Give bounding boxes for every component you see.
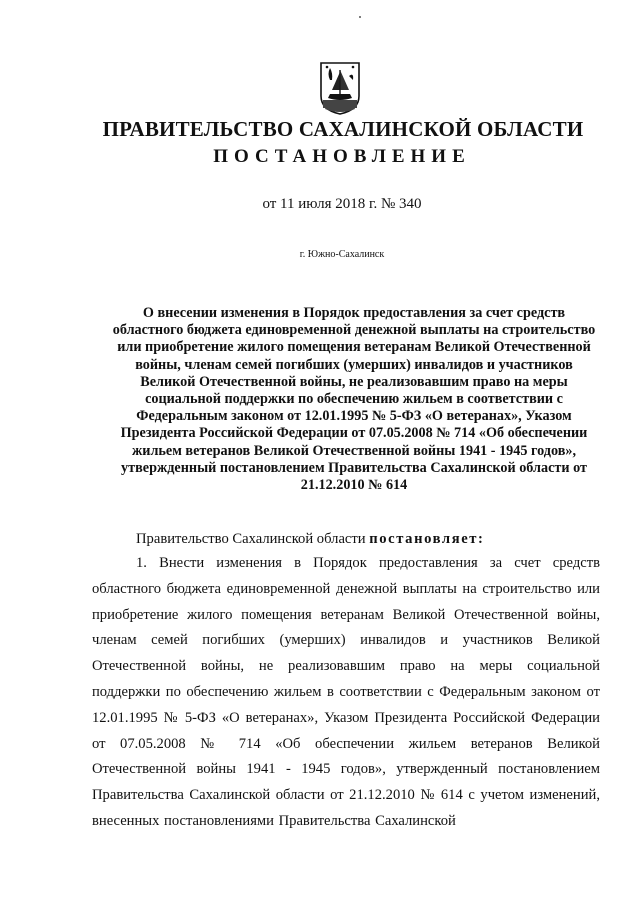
decree-paragraph-1: 1. Внести изменения в Порядок предоставления за счет средств областного бюджета единовременной денежной выплаты на строительство или приобретение жилого помещения ветеранам Великой Отечественной войны, членам семей погибших (умерших) инвалидов и участников Великой Отечественной войны, не реализовавшим право на меры социальной поддержки по обеспечению жильем в соответствии с Федеральным законом от 12.01.1995 № 5-ФЗ «О ветеранах», Указом Президента Российской Федерации от 07.05.2008 № 714 «Об обеспечении жильем ветеранов Великой Отечественной войны 1941 - 1945 годов», утвержденный постановлением Правительства Сахалинской области от 21.12.2010 № 614 с учетом изменений, внесенных постановлениями Правительства Сахалинской <box>92 555 600 829</box>
scan-speck <box>359 16 361 18</box>
document-subject: О внесении изменения в Порядок предоставления за счет средств областного бюджета единовременной денежной выплаты на строительство или приобретение жилого помещения ветеранам Великой Отечественной войны, членам семей погибших (умерших) инвалидов и участников Великой Отечественной войны, не реализовавшим право на меры социальной поддержки по обеспечению жильем в соответствии с Федеральным законом от 12.01.1995 № 5-ФЗ «О ветеранах», Указом Президента Российской Федерации от 07.05.2008 № 714 «Об обеспечении жильем ветеранов Великой Отечественной войны 1941 - 1945 годов», утвержденный постановлением Правительства Сахалинской области от 21.12.2010 № 614 <box>112 305 596 494</box>
document-date-number: от 11 июля 2018 г. № 340 <box>262 196 422 212</box>
decree-intro <box>136 531 485 548</box>
document-type: ПОСТАНОВЛЕНИЕ <box>213 146 471 167</box>
government-title: ПРАВИТЕЛЬСТВО САХАЛИНСКОЙ ОБЛАСТИ <box>102 117 584 141</box>
document-city: г. Южно-Сахалинск <box>299 249 385 260</box>
decree-keyword: постановляет: <box>369 531 485 547</box>
decree-intro-text: Правительство Сахалинской области <box>136 531 370 547</box>
sakhalin-coat-of-arms-icon <box>318 60 362 116</box>
